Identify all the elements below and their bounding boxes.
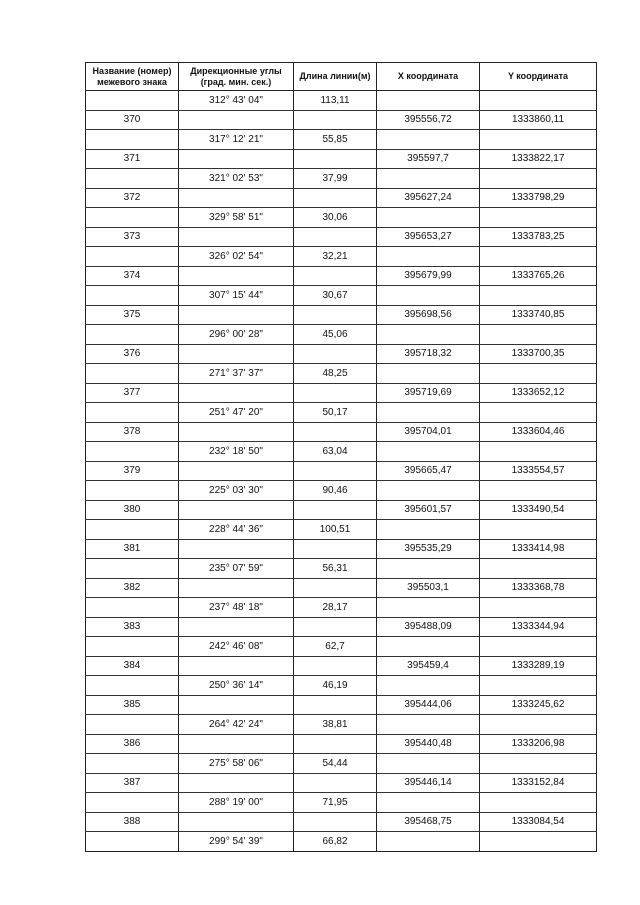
line-length-cell xyxy=(294,422,377,442)
direction-angle-cell xyxy=(179,461,294,481)
table-row xyxy=(86,442,597,462)
direction-angle-cell xyxy=(179,500,294,520)
marker-name-cell: 378 xyxy=(86,422,179,442)
y-coordinate-cell: 1333152,84 xyxy=(480,773,597,793)
table-row xyxy=(86,695,597,715)
line-length-cell xyxy=(294,383,377,403)
direction-angle-cell xyxy=(179,773,294,793)
x-coordinate-cell xyxy=(377,793,480,813)
direction-angle-cell: 326° 02' 54" xyxy=(179,247,294,267)
marker-name-cell xyxy=(86,832,179,852)
table-row xyxy=(86,110,597,130)
x-coordinate-cell xyxy=(377,637,480,657)
line-length-cell: 37,99 xyxy=(294,169,377,189)
direction-angle-cell xyxy=(179,227,294,247)
x-coordinate-cell xyxy=(377,325,480,345)
x-coordinate-cell: 395440,48 xyxy=(377,734,480,754)
x-coordinate-cell xyxy=(377,715,480,735)
y-coordinate-cell xyxy=(480,832,597,852)
table-row xyxy=(86,188,597,208)
direction-angle-cell: 317° 12' 21" xyxy=(179,130,294,150)
marker-name-cell xyxy=(86,130,179,150)
direction-angle-cell: 235° 07' 59" xyxy=(179,559,294,579)
direction-angle-cell xyxy=(179,656,294,676)
x-coordinate-cell xyxy=(377,520,480,540)
table-row xyxy=(86,832,597,852)
marker-name-cell: 373 xyxy=(86,227,179,247)
direction-angle-cell xyxy=(179,188,294,208)
marker-name-cell: 374 xyxy=(86,266,179,286)
x-coordinate-cell: 395719,69 xyxy=(377,383,480,403)
y-coordinate-cell xyxy=(480,169,597,189)
marker-name-cell: 371 xyxy=(86,149,179,169)
x-coordinate-cell xyxy=(377,598,480,618)
y-coordinate-cell: 1333860,11 xyxy=(480,110,597,130)
direction-angle-cell: 225° 03' 30" xyxy=(179,481,294,501)
direction-angle-cell: 242° 46' 08" xyxy=(179,637,294,657)
line-length-cell: 48,25 xyxy=(294,364,377,384)
line-length-cell: 113,11 xyxy=(294,91,377,111)
direction-angle-cell: 228° 44' 36" xyxy=(179,520,294,540)
x-coordinate-cell xyxy=(377,754,480,774)
line-length-cell xyxy=(294,734,377,754)
marker-name-cell xyxy=(86,208,179,228)
direction-angle-cell: 232° 18' 50" xyxy=(179,442,294,462)
direction-angle-cell xyxy=(179,578,294,598)
x-coordinate-cell: 395446,14 xyxy=(377,773,480,793)
direction-angle-cell xyxy=(179,617,294,637)
direction-angle-cell: 329° 58' 51" xyxy=(179,208,294,228)
y-coordinate-cell xyxy=(480,793,597,813)
y-coordinate-cell: 1333783,25 xyxy=(480,227,597,247)
direction-angle-cell: 288° 19' 00" xyxy=(179,793,294,813)
y-coordinate-cell xyxy=(480,598,597,618)
line-length-cell xyxy=(294,110,377,130)
y-coordinate-cell xyxy=(480,676,597,696)
direction-angle-cell xyxy=(179,305,294,325)
y-coordinate-cell xyxy=(480,442,597,462)
marker-name-cell: 384 xyxy=(86,656,179,676)
x-coordinate-cell xyxy=(377,91,480,111)
marker-name-cell: 387 xyxy=(86,773,179,793)
header-y-coordinate: Y координата xyxy=(480,63,597,91)
y-coordinate-cell xyxy=(480,559,597,579)
y-coordinate-cell: 1333798,29 xyxy=(480,188,597,208)
table-row xyxy=(86,461,597,481)
x-coordinate-cell: 395444,06 xyxy=(377,695,480,715)
x-coordinate-cell: 395679,99 xyxy=(377,266,480,286)
y-coordinate-cell xyxy=(480,481,597,501)
y-coordinate-cell: 1333206,98 xyxy=(480,734,597,754)
line-length-cell: 56,31 xyxy=(294,559,377,579)
line-length-cell xyxy=(294,266,377,286)
line-length-cell: 32,21 xyxy=(294,247,377,267)
table-row xyxy=(86,149,597,169)
boundary-coordinates-table xyxy=(85,62,597,852)
direction-angle-cell xyxy=(179,383,294,403)
y-coordinate-cell: 1333368,78 xyxy=(480,578,597,598)
x-coordinate-cell xyxy=(377,247,480,267)
table-row xyxy=(86,305,597,325)
header-x-coordinate: X координата xyxy=(377,63,480,91)
x-coordinate-cell xyxy=(377,364,480,384)
table-row xyxy=(86,325,597,345)
header-row xyxy=(86,63,597,91)
table-row xyxy=(86,793,597,813)
y-coordinate-cell xyxy=(480,364,597,384)
table-row xyxy=(86,578,597,598)
y-coordinate-cell: 1333490,54 xyxy=(480,500,597,520)
table-row xyxy=(86,344,597,364)
marker-name-cell xyxy=(86,559,179,579)
y-coordinate-cell: 1333245,62 xyxy=(480,695,597,715)
marker-name-cell xyxy=(86,91,179,111)
header-line-length: Длина линии(м) xyxy=(294,63,377,91)
x-coordinate-cell: 395718,32 xyxy=(377,344,480,364)
direction-angle-cell: 251° 47' 20" xyxy=(179,403,294,423)
line-length-cell xyxy=(294,188,377,208)
y-coordinate-cell xyxy=(480,403,597,423)
x-coordinate-cell: 395601,57 xyxy=(377,500,480,520)
y-coordinate-cell: 1333554,57 xyxy=(480,461,597,481)
table-row xyxy=(86,520,597,540)
y-coordinate-cell: 1333740,85 xyxy=(480,305,597,325)
marker-name-cell: 375 xyxy=(86,305,179,325)
x-coordinate-cell: 395698,56 xyxy=(377,305,480,325)
direction-angle-cell xyxy=(179,695,294,715)
y-coordinate-cell: 1333700,35 xyxy=(480,344,597,364)
marker-name-cell: 380 xyxy=(86,500,179,520)
direction-angle-cell: 307° 15' 44" xyxy=(179,286,294,306)
x-coordinate-cell xyxy=(377,559,480,579)
direction-angle-cell: 275° 58' 06" xyxy=(179,754,294,774)
x-coordinate-cell xyxy=(377,676,480,696)
marker-name-cell: 388 xyxy=(86,812,179,832)
table-row xyxy=(86,637,597,657)
line-length-cell xyxy=(294,539,377,559)
marker-name-cell: 372 xyxy=(86,188,179,208)
table-row xyxy=(86,656,597,676)
x-coordinate-cell: 395556,72 xyxy=(377,110,480,130)
x-coordinate-cell xyxy=(377,403,480,423)
header-marker-name: Название (номер) межевого знака xyxy=(86,63,179,91)
table-row xyxy=(86,715,597,735)
marker-name-cell: 377 xyxy=(86,383,179,403)
table-row xyxy=(86,422,597,442)
marker-name-cell: 383 xyxy=(86,617,179,637)
direction-angle-cell xyxy=(179,422,294,442)
y-coordinate-cell xyxy=(480,520,597,540)
marker-name-cell: 382 xyxy=(86,578,179,598)
line-length-cell: 46,19 xyxy=(294,676,377,696)
y-coordinate-cell: 1333414,98 xyxy=(480,539,597,559)
line-length-cell xyxy=(294,695,377,715)
table-row xyxy=(86,481,597,501)
x-coordinate-cell xyxy=(377,286,480,306)
line-length-cell: 63,04 xyxy=(294,442,377,462)
table-row xyxy=(86,403,597,423)
line-length-cell: 90,46 xyxy=(294,481,377,501)
marker-name-cell: 370 xyxy=(86,110,179,130)
marker-name-cell xyxy=(86,715,179,735)
line-length-cell: 62,7 xyxy=(294,637,377,657)
y-coordinate-cell xyxy=(480,130,597,150)
direction-angle-cell xyxy=(179,110,294,130)
x-coordinate-cell: 395665,47 xyxy=(377,461,480,481)
line-length-cell: 50,17 xyxy=(294,403,377,423)
marker-name-cell xyxy=(86,169,179,189)
x-coordinate-cell xyxy=(377,481,480,501)
line-length-cell xyxy=(294,773,377,793)
table-row xyxy=(86,130,597,150)
y-coordinate-cell: 1333289,19 xyxy=(480,656,597,676)
x-coordinate-cell xyxy=(377,169,480,189)
line-length-cell: 66,82 xyxy=(294,832,377,852)
y-coordinate-cell: 1333604,46 xyxy=(480,422,597,442)
y-coordinate-cell: 1333344,94 xyxy=(480,617,597,637)
marker-name-cell xyxy=(86,442,179,462)
direction-angle-cell xyxy=(179,734,294,754)
direction-angle-cell: 299° 54' 39" xyxy=(179,832,294,852)
table-row xyxy=(86,208,597,228)
table-row xyxy=(86,598,597,618)
x-coordinate-cell: 395488,09 xyxy=(377,617,480,637)
marker-name-cell: 385 xyxy=(86,695,179,715)
x-coordinate-cell xyxy=(377,208,480,228)
table-row xyxy=(86,676,597,696)
line-length-cell: 55,85 xyxy=(294,130,377,150)
direction-angle-cell: 321° 02' 53" xyxy=(179,169,294,189)
direction-angle-cell xyxy=(179,344,294,364)
table-row xyxy=(86,383,597,403)
x-coordinate-cell: 395459,4 xyxy=(377,656,480,676)
direction-angle-cell: 264° 42' 24" xyxy=(179,715,294,735)
marker-name-cell xyxy=(86,364,179,384)
marker-name-cell xyxy=(86,286,179,306)
marker-name-cell xyxy=(86,676,179,696)
y-coordinate-cell: 1333822,17 xyxy=(480,149,597,169)
table-row xyxy=(86,773,597,793)
direction-angle-cell xyxy=(179,149,294,169)
marker-name-cell xyxy=(86,754,179,774)
table-row xyxy=(86,266,597,286)
x-coordinate-cell xyxy=(377,130,480,150)
marker-name-cell: 386 xyxy=(86,734,179,754)
table-row xyxy=(86,539,597,559)
table-row xyxy=(86,617,597,637)
direction-angle-cell: 250° 36' 14" xyxy=(179,676,294,696)
line-length-cell xyxy=(294,656,377,676)
line-length-cell: 54,44 xyxy=(294,754,377,774)
table-row xyxy=(86,364,597,384)
marker-name-cell xyxy=(86,598,179,618)
y-coordinate-cell: 1333084,54 xyxy=(480,812,597,832)
line-length-cell: 38,81 xyxy=(294,715,377,735)
table-row xyxy=(86,91,597,111)
x-coordinate-cell: 395704,01 xyxy=(377,422,480,442)
table-row xyxy=(86,500,597,520)
y-coordinate-cell: 1333765,26 xyxy=(480,266,597,286)
line-length-cell xyxy=(294,812,377,832)
table-row xyxy=(86,286,597,306)
line-length-cell xyxy=(294,305,377,325)
line-length-cell xyxy=(294,461,377,481)
line-length-cell xyxy=(294,617,377,637)
x-coordinate-cell xyxy=(377,442,480,462)
line-length-cell: 71,95 xyxy=(294,793,377,813)
y-coordinate-cell xyxy=(480,754,597,774)
table-row xyxy=(86,754,597,774)
y-coordinate-cell xyxy=(480,715,597,735)
table-body xyxy=(86,91,597,852)
direction-angle-cell xyxy=(179,266,294,286)
y-coordinate-cell xyxy=(480,208,597,228)
x-coordinate-cell: 395597,7 xyxy=(377,149,480,169)
y-coordinate-cell xyxy=(480,286,597,306)
line-length-cell xyxy=(294,227,377,247)
line-length-cell: 100,51 xyxy=(294,520,377,540)
marker-name-cell xyxy=(86,481,179,501)
direction-angle-cell: 237° 48' 18" xyxy=(179,598,294,618)
marker-name-cell xyxy=(86,520,179,540)
line-length-cell: 45,06 xyxy=(294,325,377,345)
line-length-cell xyxy=(294,578,377,598)
y-coordinate-cell xyxy=(480,325,597,345)
line-length-cell: 30,06 xyxy=(294,208,377,228)
table-row xyxy=(86,247,597,267)
marker-name-cell: 379 xyxy=(86,461,179,481)
table-row xyxy=(86,559,597,579)
marker-name-cell xyxy=(86,793,179,813)
x-coordinate-cell: 395503,1 xyxy=(377,578,480,598)
x-coordinate-cell: 395653,27 xyxy=(377,227,480,247)
table-row xyxy=(86,169,597,189)
coordinates-table-container xyxy=(85,62,597,852)
y-coordinate-cell xyxy=(480,91,597,111)
marker-name-cell xyxy=(86,403,179,423)
table-row xyxy=(86,812,597,832)
line-length-cell: 30,67 xyxy=(294,286,377,306)
header-direction-angle: Дирекционные углы (град. мин. сек.) xyxy=(179,63,294,91)
direction-angle-cell xyxy=(179,812,294,832)
line-length-cell xyxy=(294,500,377,520)
table-row xyxy=(86,227,597,247)
y-coordinate-cell xyxy=(480,637,597,657)
direction-angle-cell xyxy=(179,539,294,559)
x-coordinate-cell: 395535,29 xyxy=(377,539,480,559)
marker-name-cell: 381 xyxy=(86,539,179,559)
table-header xyxy=(86,63,597,91)
x-coordinate-cell: 395468,75 xyxy=(377,812,480,832)
marker-name-cell xyxy=(86,325,179,345)
line-length-cell: 28,17 xyxy=(294,598,377,618)
marker-name-cell: 376 xyxy=(86,344,179,364)
direction-angle-cell: 312° 43' 04" xyxy=(179,91,294,111)
line-length-cell xyxy=(294,149,377,169)
x-coordinate-cell xyxy=(377,832,480,852)
marker-name-cell xyxy=(86,247,179,267)
marker-name-cell xyxy=(86,637,179,657)
direction-angle-cell: 296° 00' 28" xyxy=(179,325,294,345)
y-coordinate-cell xyxy=(480,247,597,267)
table-row xyxy=(86,734,597,754)
direction-angle-cell: 271° 37' 37" xyxy=(179,364,294,384)
x-coordinate-cell: 395627,24 xyxy=(377,188,480,208)
line-length-cell xyxy=(294,344,377,364)
y-coordinate-cell: 1333652,12 xyxy=(480,383,597,403)
